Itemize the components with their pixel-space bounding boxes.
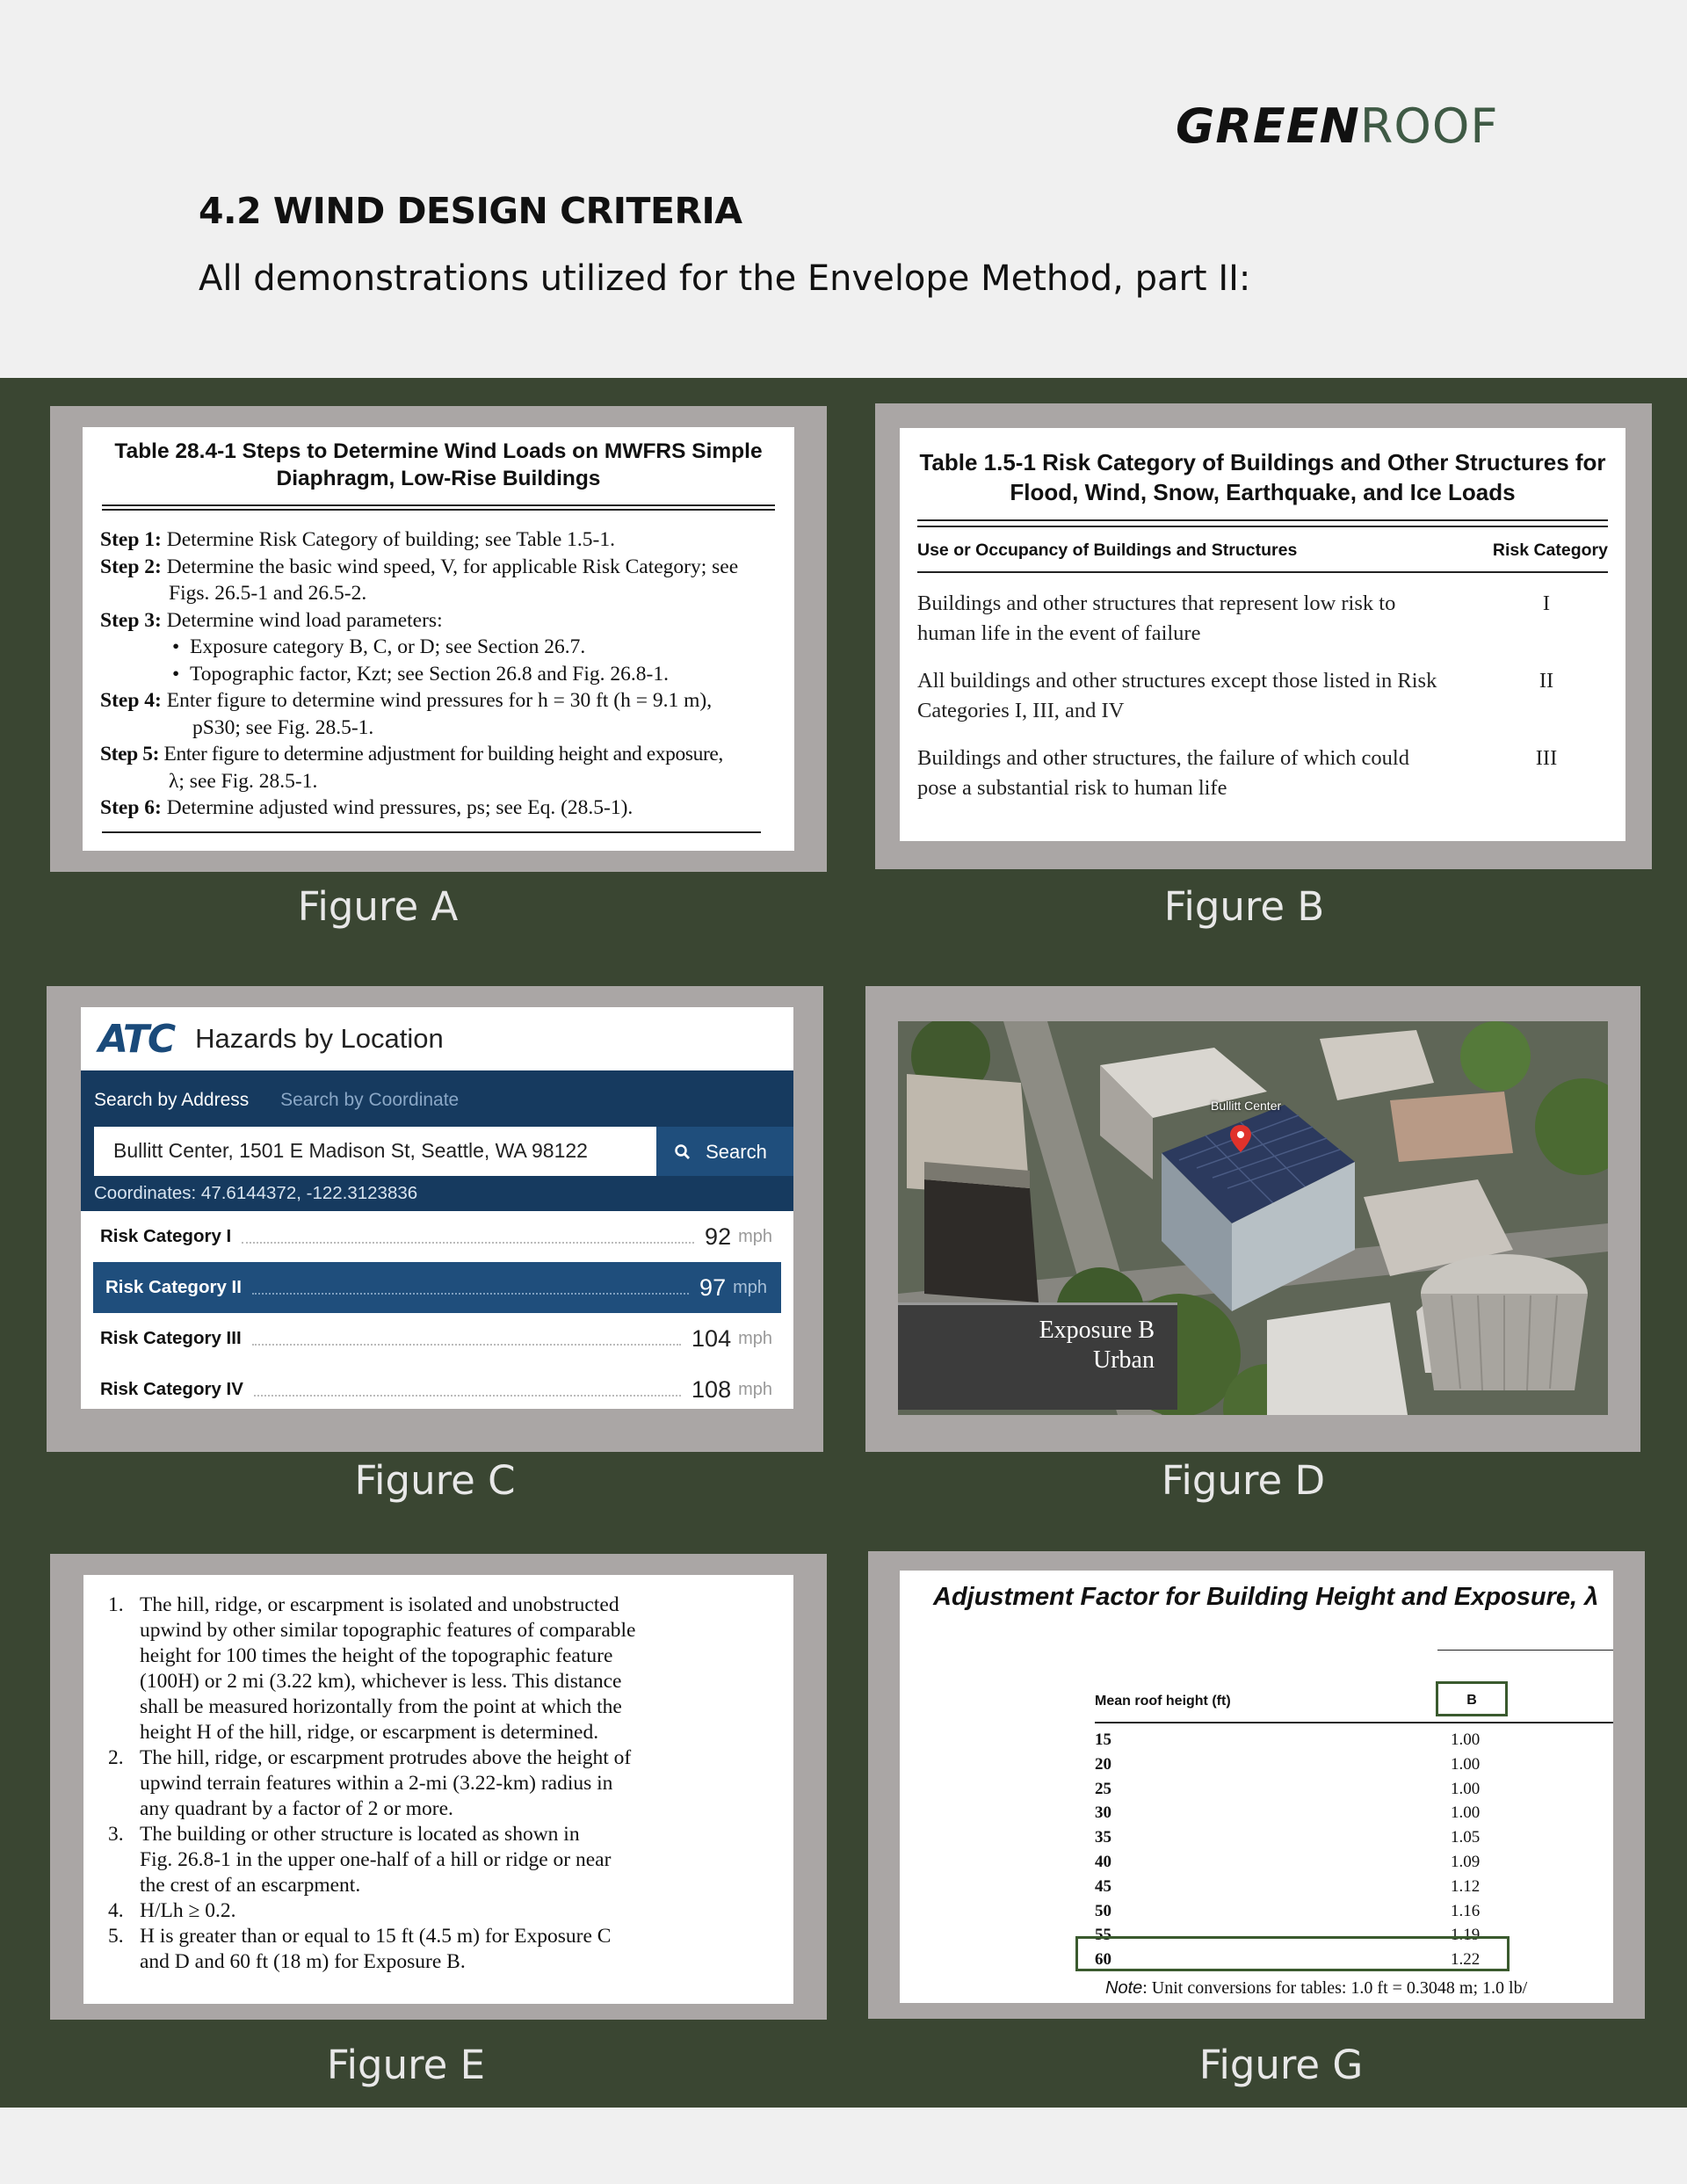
brand-part-green: GREEN	[1176, 98, 1360, 154]
step-1	[100, 526, 794, 554]
figure-b-title	[900, 428, 1625, 507]
adjustment-factor-cell: 1.12	[1451, 1876, 1481, 1896]
double-rule	[102, 504, 775, 511]
table-row	[1095, 1800, 1613, 1825]
step-5	[100, 741, 794, 768]
map-pin-label: Bullitt Center	[1211, 1099, 1282, 1113]
condition-line: height H of the hill, ridge, or escarpment is determined.	[140, 1721, 599, 1744]
step-6	[100, 795, 794, 822]
header-bottom-rule	[1095, 1722, 1613, 1723]
search-icon	[674, 1143, 691, 1161]
note-label: Note	[1105, 1978, 1143, 1998]
roof-height-cell: 50	[1095, 1901, 1111, 1920]
step-text: Determine the basic wind speed, V, for applicable Risk Category; see	[166, 555, 739, 578]
condition-item	[108, 1745, 772, 1822]
condition-line: shall be measured horizontally from the point at which the	[140, 1695, 622, 1718]
use-cell	[917, 666, 1480, 726]
figure-a-title-line2: Diaphragm, Low-Rise Buildings	[276, 467, 601, 490]
note-text: : Unit conversions for tables: 1.0 ft = 0.3048 m; 1.0 lb/	[1142, 1978, 1528, 1998]
step-5-continued: λ; see Fig. 28.5-1.	[169, 769, 318, 793]
wind-speed-value: 104	[691, 1324, 732, 1352]
step-label: Step 1:	[100, 528, 162, 551]
search-button[interactable]	[656, 1127, 793, 1176]
table-row	[1095, 1727, 1613, 1752]
figure-a-frame	[50, 406, 827, 872]
figure-b-title-line2: Flood, Wind, Snow, Earthquake, and Ice Loads	[1010, 479, 1516, 505]
bullet-text: Exposure category B, C, or D; see Section 26.7.	[189, 635, 586, 658]
atc-header	[81, 1007, 793, 1070]
figure-d-aerial-photo	[898, 1021, 1608, 1415]
bullet-text: Topographic factor, Kzt; see Section 26.8 and Fig. 26.8-1.	[189, 662, 669, 686]
roof-height-cell: 25	[1095, 1779, 1111, 1798]
condition-text	[140, 1924, 611, 1975]
figure-d-caption: Figure D	[1161, 1457, 1326, 1504]
adjustment-factor-cell: 1.22	[1451, 1950, 1481, 1970]
figure-e-conditions	[83, 1575, 793, 2004]
figure-a-title-line1: Table 28.4-1 Steps to Determine Wind Loads on MWFRS Simple	[114, 439, 763, 463]
table-row	[917, 726, 1608, 803]
risk-category-label: Risk Category IV	[100, 1379, 243, 1399]
roof-height-cell: 20	[1095, 1754, 1111, 1774]
condition-number: 3.	[108, 1823, 124, 1846]
use-line: All buildings and other structures except those listed in Risk	[917, 669, 1437, 693]
figure-b-table	[900, 428, 1625, 841]
roof-height-cell: 30	[1095, 1803, 1111, 1823]
figure-g-frame	[868, 1551, 1645, 2019]
condition-number: 2.	[108, 1746, 124, 1769]
terrain-type: Urban	[1093, 1346, 1155, 1374]
condition-text	[140, 1898, 236, 1924]
condition-line: (100H) or 2 mi (3.22 km), whichever is less. This distance	[140, 1670, 622, 1693]
condition-line: The hill, ridge, or escarpment is isolated and unobstructed	[140, 1593, 619, 1616]
roof-height-cell: 55	[1095, 1926, 1111, 1945]
step-text: Enter figure to determine wind pressures for h = 30 ft (h = 9.1 m),	[166, 689, 713, 712]
step-label: Step 6:	[100, 796, 162, 819]
figure-g-table	[900, 1571, 1613, 2003]
step-label: Step 3:	[100, 608, 162, 632]
atc-logo: ATC	[98, 1016, 175, 1062]
adjustment-factor-cell: 1.16	[1451, 1901, 1481, 1920]
step-label: Step 5:	[100, 743, 160, 765]
atc-search-bar	[81, 1070, 793, 1211]
category-cell: II	[1539, 669, 1554, 693]
step-text: Determine Risk Category of building; see Table 1.5-1.	[166, 528, 615, 551]
brand-part-roof: ROOF	[1359, 98, 1499, 154]
column-header-use: Use or Occupancy of Buildings and Structures	[917, 541, 1298, 560]
figure-b-caption: Figure B	[1163, 883, 1325, 930]
category-cell: III	[1535, 746, 1558, 770]
roof-height-cell: 15	[1095, 1731, 1111, 1749]
risk-category-row[interactable]	[81, 1211, 793, 1262]
adjustment-factor-cell: 1.00	[1451, 1779, 1481, 1798]
use-line: Buildings and other structures, the failure of which could	[917, 746, 1409, 770]
condition-number: 5.	[108, 1925, 124, 1948]
condition-line: upwind terrain features within a 2-mi (3.22-km) radius in	[140, 1772, 613, 1795]
intro-text: All demonstrations utilized for the Envelope Method, part II:	[199, 258, 1251, 299]
dotted-leader	[254, 1382, 681, 1397]
table-row	[917, 649, 1608, 726]
step-3-bullet-1: • Exposure category B, C, or D; see Section 26.7.	[172, 635, 586, 658]
risk-category-label: Risk Category II	[105, 1277, 242, 1297]
adjustment-factor-cell: 1.09	[1451, 1852, 1481, 1871]
condition-line: The building or other structure is located as shown in	[140, 1823, 580, 1846]
condition-number: 1.	[108, 1593, 124, 1616]
step-text: Determine adjusted wind pressures, ps; see Eq. (28.5-1).	[166, 796, 634, 819]
figure-c-frame	[47, 986, 823, 1452]
dotted-leader	[242, 1230, 694, 1244]
adjustment-factor-cell: 1.00	[1451, 1754, 1481, 1774]
figure-a-table	[83, 427, 794, 851]
unit-note	[1105, 1978, 1527, 1999]
roof-height-cell: 60	[1095, 1950, 1111, 1970]
risk-category-label: Risk Category I	[100, 1226, 232, 1246]
figure-g-title: Adjustment Factor for Building Height and Exposure, λ	[933, 1583, 1599, 1611]
topographic-conditions-list	[83, 1575, 793, 1975]
figure-d-frame	[865, 986, 1640, 1452]
adjustment-factor-cell: 1.05	[1451, 1828, 1481, 1847]
use-line: pose a substantial risk to human life	[917, 776, 1227, 800]
condition-text	[140, 1822, 611, 1898]
figure-e-caption: Figure E	[326, 2042, 486, 2088]
use-line: Buildings and other structures that represent low risk to	[917, 591, 1396, 615]
condition-line: Fig. 26.8-1 in the upper one-half of a hill or ridge or near	[140, 1848, 612, 1871]
condition-line: upwind by other similar topographic features of comparable	[140, 1619, 636, 1642]
header-rule	[1437, 1650, 1613, 1651]
use-line: human life in the event of failure	[917, 621, 1201, 645]
figure-b-frame	[875, 403, 1652, 869]
figure-b-header-row	[917, 519, 1608, 573]
adjustment-factor-cell: 1.00	[1451, 1731, 1481, 1749]
highlight-60ft-row	[1075, 1936, 1510, 1971]
condition-item	[108, 1593, 772, 1745]
wind-speed-value: 97	[699, 1273, 727, 1301]
figure-a-steps	[83, 511, 794, 822]
step-label: Step 2:	[100, 555, 162, 578]
condition-line: the crest of an escarpment.	[140, 1874, 361, 1897]
condition-line: H is greater than or equal to 15 ft (4.5 m) for Exposure C	[140, 1925, 612, 1948]
wind-speed-unit: mph	[738, 1226, 772, 1246]
tab-search-by-coordinate[interactable]: Search by Coordinate	[280, 1090, 460, 1110]
adjustment-factor-rows	[1095, 1727, 1613, 1971]
condition-number: 4.	[108, 1899, 124, 1922]
table-row	[1095, 1849, 1613, 1874]
condition-text	[140, 1593, 635, 1745]
step-text: Enter figure to determine adjustment for building height and exposure,	[163, 743, 723, 765]
exposure-label	[898, 1302, 1177, 1410]
condition-line: and D and 60 ft (18 m) for Exposure B.	[140, 1950, 466, 1973]
exposure-category: Exposure B	[1039, 1317, 1155, 1344]
step-4-continued: pS30; see Fig. 28.5-1.	[192, 715, 374, 739]
table-row	[917, 573, 1608, 649]
search-tabs	[94, 1090, 459, 1111]
figure-a-title	[83, 427, 794, 492]
step-label: Step 4:	[100, 689, 162, 712]
risk-category-row[interactable]	[81, 1313, 793, 1364]
step-3	[100, 607, 794, 635]
column-header-exposure-b: B	[1436, 1681, 1508, 1716]
step-text: Determine wind load parameters:	[166, 608, 443, 632]
table-row	[1095, 1752, 1613, 1776]
use-cell	[917, 589, 1480, 649]
table-row	[1095, 1776, 1613, 1801]
figure-c-atc-panel	[81, 1007, 793, 1409]
risk-category-label: Risk Category III	[100, 1328, 242, 1348]
use-cell	[917, 744, 1480, 803]
figure-a-caption: Figure A	[297, 883, 459, 930]
column-header-height: Mean roof height (ft)	[1095, 1694, 1231, 1709]
dotted-leader	[252, 1331, 681, 1346]
step-4	[100, 687, 794, 715]
atc-title: Hazards by Location	[195, 1023, 444, 1054]
roof-height-cell: 35	[1095, 1828, 1111, 1847]
figure-c-caption: Figure C	[354, 1457, 516, 1504]
risk-category-row[interactable]	[81, 1364, 793, 1409]
table-row	[1095, 1874, 1613, 1898]
search-button-label: Search	[706, 1141, 767, 1163]
condition-text	[140, 1745, 631, 1822]
condition-item	[108, 1822, 772, 1898]
figure-e-frame	[50, 1554, 827, 2020]
brand-logo	[1176, 98, 1498, 154]
use-line: Categories I, III, and IV	[917, 699, 1125, 722]
step-2	[100, 554, 794, 581]
bottom-rule	[102, 831, 761, 833]
wind-speed-value: 92	[705, 1223, 732, 1250]
roof-height-cell: 45	[1095, 1876, 1111, 1896]
risk-category-row-selected[interactable]	[93, 1262, 781, 1313]
adjustment-factor-cell: 1.19	[1451, 1926, 1481, 1945]
column-header-risk-category: Risk Category	[1492, 541, 1608, 560]
wind-speed-unit: mph	[738, 1328, 772, 1348]
dotted-leader	[252, 1281, 689, 1295]
category-cell: I	[1542, 591, 1551, 615]
coordinates-readout: Coordinates: 47.6144372, -122.3123836	[94, 1183, 418, 1203]
adjustment-factor-cell: 1.00	[1451, 1803, 1481, 1823]
table-row	[1095, 1825, 1613, 1849]
table-row	[1095, 1898, 1613, 1923]
step-2-continued: Figs. 26.5-1 and 26.5-2.	[169, 582, 367, 605]
condition-item	[108, 1898, 772, 1924]
figure-b-title-line1: Table 1.5-1 Risk Category of Buildings and Other Structures for	[919, 449, 1606, 475]
tab-search-by-address[interactable]: Search by Address	[94, 1090, 250, 1110]
address-input[interactable]: Bullitt Center, 1501 E Madison St, Seattle, WA 98122	[94, 1127, 656, 1176]
section-heading: 4.2 WIND DESIGN CRITERIA	[199, 190, 742, 232]
condition-line: height for 100 times the height of the topographic feature	[140, 1644, 613, 1667]
condition-line: any quadrant by a factor of 2 or more.	[140, 1797, 453, 1820]
condition-line: H/Lh ≥ 0.2.	[140, 1899, 236, 1922]
step-3-bullet-2: • Topographic factor, Kzt; see Section 26.8 and Fig. 26.8-1.	[172, 662, 669, 686]
wind-speed-unit: mph	[738, 1379, 772, 1399]
wind-speed-value: 108	[691, 1375, 732, 1403]
condition-item	[108, 1924, 772, 1975]
wind-speed-unit: mph	[733, 1277, 767, 1297]
condition-line: The hill, ridge, or escarpment protrudes above the height of	[140, 1746, 632, 1769]
figure-g-caption: Figure G	[1198, 2042, 1364, 2088]
roof-height-cell: 40	[1095, 1852, 1111, 1871]
